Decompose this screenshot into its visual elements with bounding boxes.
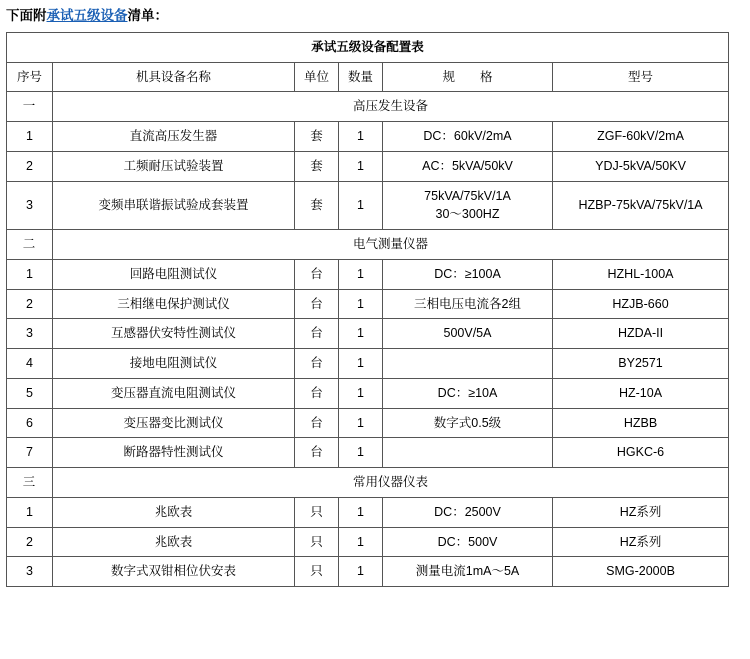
- cell-name: 兆欧表: [53, 527, 295, 557]
- cell-name: 变压器直流电阻测试仪: [53, 378, 295, 408]
- cell-spec: AC：5kVA/50kV: [383, 151, 553, 181]
- section-label: 三: [7, 468, 53, 498]
- cell-spec-line-1: 75kVA/75kV/1A: [424, 188, 511, 203]
- cell-name: 兆欧表: [53, 497, 295, 527]
- cell-no: 1: [7, 259, 53, 289]
- cell-qty: 1: [339, 438, 383, 468]
- cell-model: YDJ-5kVA/50KV: [553, 151, 729, 181]
- cell-qty: 1: [339, 289, 383, 319]
- cell-spec: [383, 438, 553, 468]
- intro-paragraph: [0, 0, 750, 32]
- section-header-row: [7, 92, 729, 122]
- cell-name: 变频串联谐振试验成套装置: [53, 181, 295, 230]
- cell-unit: 套: [295, 151, 339, 181]
- cell-qty: 1: [339, 319, 383, 349]
- header-unit: 单位: [295, 62, 339, 92]
- section-name: 高压发生设备: [53, 92, 729, 122]
- table-title-row: [7, 32, 729, 62]
- table-row: [7, 349, 729, 379]
- cell-no: 2: [7, 527, 53, 557]
- cell-no: 3: [7, 557, 53, 587]
- cell-no: 4: [7, 349, 53, 379]
- table-row: [7, 319, 729, 349]
- table-row: [7, 289, 729, 319]
- cell-qty: 1: [339, 408, 383, 438]
- cell-unit: 台: [295, 349, 339, 379]
- cell-spec: 测量电流1mA～5A: [383, 557, 553, 587]
- intro-link[interactable]: 承试五级设备: [46, 8, 128, 23]
- cell-no: 3: [7, 319, 53, 349]
- cell-qty: 1: [339, 151, 383, 181]
- table-row: [7, 151, 729, 181]
- cell-unit: 台: [295, 438, 339, 468]
- cell-no: 7: [7, 438, 53, 468]
- cell-spec: DC：60kV/2mA: [383, 122, 553, 152]
- section-label: 一: [7, 92, 53, 122]
- cell-model: HZ-10A: [553, 378, 729, 408]
- header-no: 序号: [7, 62, 53, 92]
- cell-unit: 台: [295, 259, 339, 289]
- cell-unit: 套: [295, 181, 339, 230]
- cell-no: 2: [7, 289, 53, 319]
- cell-model: HZHL-100A: [553, 259, 729, 289]
- cell-spec: [383, 349, 553, 379]
- cell-name: 直流高压发生器: [53, 122, 295, 152]
- section-header-row: [7, 468, 729, 498]
- section-name: 电气测量仪器: [53, 230, 729, 260]
- cell-spec: DC：≥10A: [383, 378, 553, 408]
- cell-model: HZJB-660: [553, 289, 729, 319]
- cell-qty: 1: [339, 557, 383, 587]
- cell-name: 接地电阻测试仪: [53, 349, 295, 379]
- table-row: [7, 497, 729, 527]
- cell-name: 工频耐压试验装置: [53, 151, 295, 181]
- cell-no: 5: [7, 378, 53, 408]
- cell-model: HZ系列: [553, 497, 729, 527]
- table-row: [7, 259, 729, 289]
- cell-spec: DC：≥100A: [383, 259, 553, 289]
- cell-unit: 只: [295, 497, 339, 527]
- cell-model: HZ系列: [553, 527, 729, 557]
- cell-no: 6: [7, 408, 53, 438]
- cell-no: 2: [7, 151, 53, 181]
- cell-model: HZDA-II: [553, 319, 729, 349]
- cell-name: 数字式双钳相位伏安表: [53, 557, 295, 587]
- header-name: 机具设备名称: [53, 62, 295, 92]
- header-spec: 规 格: [383, 62, 553, 92]
- cell-name: 断路器特性测试仪: [53, 438, 295, 468]
- cell-unit: 台: [295, 289, 339, 319]
- table-row: [7, 438, 729, 468]
- cell-spec: DC：500V: [383, 527, 553, 557]
- cell-spec: 数字式0.5级: [383, 408, 553, 438]
- cell-model: HGKC-6: [553, 438, 729, 468]
- cell-unit: 套: [295, 122, 339, 152]
- cell-no: 1: [7, 122, 53, 152]
- cell-model: SMG-2000B: [553, 557, 729, 587]
- intro-suffix: 清单：: [127, 8, 168, 23]
- cell-model: HZBB: [553, 408, 729, 438]
- cell-no: 1: [7, 497, 53, 527]
- cell-model: BY2571: [553, 349, 729, 379]
- table-row: [7, 122, 729, 152]
- table-row: [7, 378, 729, 408]
- cell-unit: 只: [295, 527, 339, 557]
- cell-unit: 台: [295, 319, 339, 349]
- table-row: [7, 181, 729, 230]
- cell-qty: 1: [339, 378, 383, 408]
- table-title: 承试五级设备配置表: [7, 32, 729, 62]
- table-header-row: [7, 62, 729, 92]
- cell-model: ZGF-60kV/2mA: [553, 122, 729, 152]
- cell-qty: 1: [339, 181, 383, 230]
- cell-qty: 1: [339, 527, 383, 557]
- cell-qty: 1: [339, 349, 383, 379]
- cell-unit: 台: [295, 408, 339, 438]
- cell-name: 回路电阻测试仪: [53, 259, 295, 289]
- cell-spec: 500V/5A: [383, 319, 553, 349]
- cell-unit: 台: [295, 378, 339, 408]
- equipment-table: [6, 32, 729, 587]
- cell-qty: 1: [339, 497, 383, 527]
- section-label: 二: [7, 230, 53, 260]
- cell-no: 3: [7, 181, 53, 230]
- cell-qty: 1: [339, 259, 383, 289]
- equipment-table-body: [7, 32, 729, 586]
- table-row: [7, 557, 729, 587]
- cell-name: 三相继电保护测试仪: [53, 289, 295, 319]
- cell-unit: 只: [295, 557, 339, 587]
- header-model: 型号: [553, 62, 729, 92]
- cell-name: 互感器伏安特性测试仪: [53, 319, 295, 349]
- section-header-row: [7, 230, 729, 260]
- table-row: [7, 408, 729, 438]
- intro-prefix: 下面附: [6, 8, 47, 23]
- cell-spec: 三相电压电流各2组: [383, 289, 553, 319]
- cell-model: HZBP-75kVA/75kV/1A: [553, 181, 729, 230]
- cell-name: 变压器变比测试仪: [53, 408, 295, 438]
- cell-qty: 1: [339, 122, 383, 152]
- cell-spec-line-2: 30～300HZ: [435, 207, 500, 222]
- table-row: [7, 527, 729, 557]
- header-qty: 数量: [339, 62, 383, 92]
- cell-spec: DC：2500V: [383, 497, 553, 527]
- section-name: 常用仪器仪表: [53, 468, 729, 498]
- cell-spec: [383, 181, 553, 230]
